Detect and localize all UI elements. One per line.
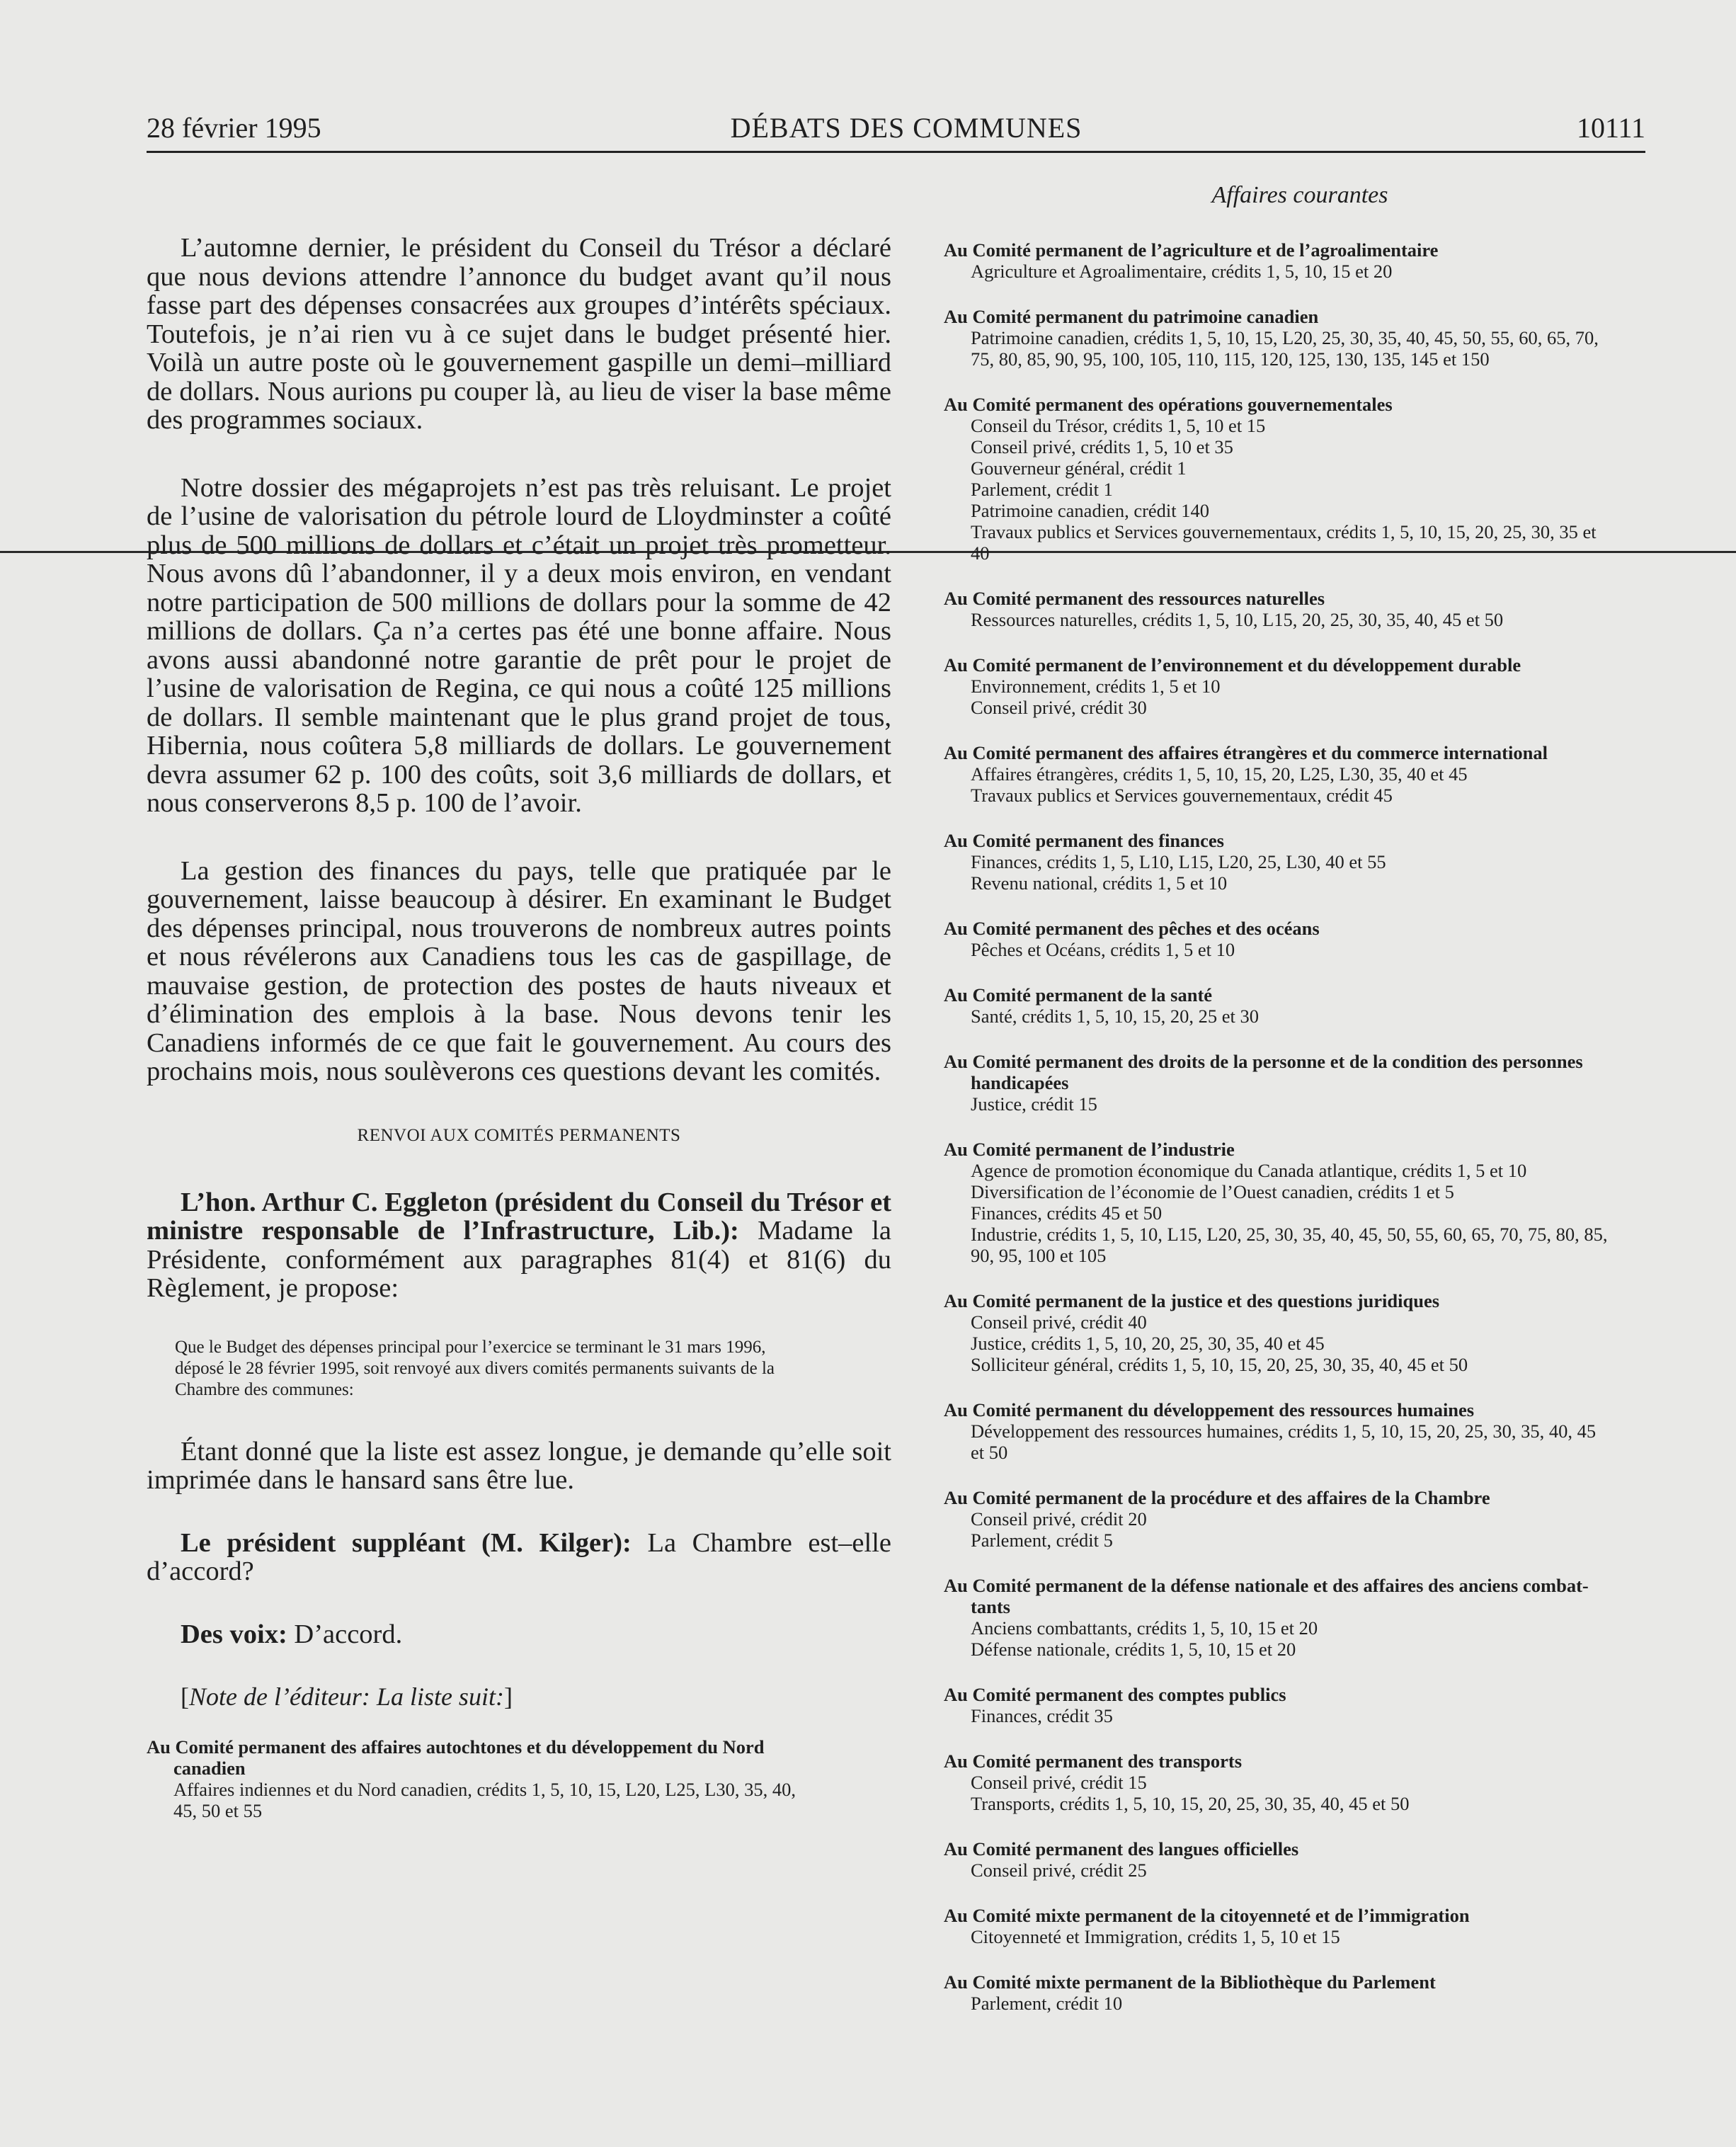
committee-heading: Au Comité permanent de la procédure et des affaires de la Chambre: [944, 1487, 1490, 1508]
committee-item: Conseil privé, crédit 25: [971, 1860, 1147, 1881]
speaker-name: Le président suppléant (M. Kilger):: [181, 1527, 632, 1558]
committee-item: Justice, crédits 1, 5, 10, 20, 25, 30, 35, 40 et 45: [971, 1333, 1325, 1354]
committee-item: Transports, crédits 1, 5, 10, 15, 20, 25, 30, 35, 40, 45 et 50: [971, 1793, 1410, 1814]
committee-item: Patrimoine canadien, crédit 140: [971, 500, 1210, 521]
committee-item: Diversification de l’économie de l’Ouest canadien, crédits 1 et 5: [971, 1181, 1454, 1202]
committee-heading-cont: tants: [971, 1596, 1010, 1617]
committee-item: Patrimoine canadien, crédits 1, 5, 10, 15, L20, 25, 30, 35, 40, 45, 50, 55, 60, 65, 70,: [971, 327, 1599, 348]
header-date: 28 février 1995: [147, 112, 321, 144]
committee-heading: Au Comité permanent des pêches et des océans: [944, 918, 1320, 939]
speech-eggleton: [147, 1188, 891, 1303]
committee-item: Parlement, crédit 5: [971, 1530, 1113, 1551]
committee-item: Finances, crédit 35: [971, 1705, 1113, 1726]
committee-item: Parlement, crédit 10: [971, 1993, 1123, 2014]
paragraph: La gestion des finances du pays, telle que pratiquée par le gouvernement, laisse beaucoup à désirer. En examinant le Budget des dépenses principal, nous trouverons de nombreux autres points et nous révélerons aux Canadiens tous les cas de gaspillage, de mauvaise gestion, de protection des postes de hauts niveaux et d’élimination des emplois à la base. Nous devons tenir les Canadiens informés de ce que fait le gouvernement. Au cours des prochains mois, nous soulèverons ces questions devant les comités.: [147, 855, 891, 1086]
motion-line: déposé le 28 février 1995, soit renvoyé aux divers comités permanents suivants de la: [175, 1358, 775, 1378]
speaker-name: L’hon. Arthur C. Eggleton (président du Conseil du Trésor et ministre responsable de l’Infrastructure, Lib.):: [147, 1187, 891, 1246]
committee-heading: Au Comité permanent des droits de la personne et de la condition des personnes: [944, 1051, 1583, 1072]
committee-item: Agence de promotion économique du Canada atlantique, crédits 1, 5 et 10: [971, 1160, 1527, 1181]
committee-item: Développement des ressources humaines, crédits 1, 5, 10, 15, 20, 25, 30, 35, 40, 45: [971, 1420, 1597, 1442]
committee-heading: Au Comité permanent des finances: [944, 830, 1224, 851]
committee-heading: Au Comité permanent des transports: [944, 1750, 1243, 1772]
committee-heading: Au Comité permanent de l’environnement et du développement durable: [944, 654, 1521, 676]
committee-item: 75, 80, 85, 90, 95, 100, 105, 110, 115, 120, 125, 130, 135, 145 et 150: [971, 348, 1490, 370]
paragraph: L’automne dernier, le président du Conseil du Trésor a déclaré que nous devions attendre l’annonce du budget avant qu’il nous fasse part des dépenses consacrées aux groupes d’intérêts spéciaux. Toutefois, je n’ai rien vu à ce sujet dans le budget présenté hier. Voilà un autre poste où le gouvernement gaspille un demi–milliard de dollars. Nous aurions pu couper là, au lieu de viser la base même des programmes sociaux.: [147, 233, 891, 435]
committee-heading: Au Comité permanent des opérations gouvernementales: [944, 394, 1393, 415]
committee-block: [944, 588, 1656, 630]
committee-item: Justice, crédit 15: [971, 1093, 1097, 1115]
committee-item: et 50: [971, 1442, 1008, 1463]
committee-item: Conseil privé, crédit 40: [971, 1311, 1147, 1333]
right-column: [944, 178, 1656, 2038]
committee-item: Affaires indiennes et du Nord canadien, crédits 1, 5, 10, 15, L20, L25, L30, 35, 40,: [173, 1779, 796, 1800]
committee-heading-cont: handicapées: [971, 1072, 1069, 1093]
committee-item: 40: [971, 542, 990, 564]
committee-block: [944, 1051, 1656, 1115]
committee-block: [944, 1905, 1656, 1947]
speaker-name: Des voix:: [181, 1619, 287, 1649]
committee-heading: Au Comité permanent du développement des ressources humaines: [944, 1399, 1475, 1420]
committee-heading: Au Comité permanent du patrimoine canadien: [944, 306, 1319, 327]
left-column: [147, 234, 891, 1821]
committee-block: [944, 918, 1656, 960]
committee-item: Parlement, crédit 1: [971, 479, 1113, 500]
section-subheading: Affaires courantes: [1211, 182, 1388, 208]
motion-text: [175, 1337, 891, 1401]
committee-list: [944, 239, 1656, 2014]
committee-block: [944, 1971, 1656, 2014]
committee-item: Anciens combattants, crédits 1, 5, 10, 15 et 20: [971, 1617, 1318, 1639]
committee-block: [944, 1684, 1656, 1726]
committee-heading: Au Comité permanent de la santé: [944, 984, 1213, 1006]
committee-block: [944, 394, 1656, 564]
committee-heading: Au Comité mixte permanent de la Bibliothèque du Parlement: [944, 1971, 1436, 1993]
committee-item: 45, 50 et 55: [173, 1800, 263, 1821]
committee-block: [944, 1290, 1656, 1375]
editor-note-text: Note de l’éditeur: La liste suit:: [189, 1682, 504, 1711]
committee-item: Gouverneur général, crédit 1: [971, 457, 1187, 479]
committee-item: Citoyenneté et Immigration, crédits 1, 5, 10 et 15: [971, 1926, 1340, 1947]
committee-item: Finances, crédits 1, 5, L10, L15, L20, 25, L30, 40 et 55: [971, 851, 1386, 872]
committee-heading-cont: canadien: [173, 1758, 246, 1779]
committee-item: Agriculture et Agroalimentaire, crédits 1, 5, 10, 15 et 20: [971, 261, 1393, 282]
committee-block: [944, 1487, 1656, 1551]
committee-heading: Au Comité permanent des ressources naturelles: [944, 588, 1325, 609]
speech-text: D’accord.: [287, 1619, 403, 1649]
committee-heading: Au Comité permanent des comptes publics: [944, 1684, 1286, 1705]
committee-heading: Au Comité permanent de la justice et des questions juridiques: [944, 1290, 1440, 1311]
committee-item: Affaires étrangères, crédits 1, 5, 10, 15, 20, L25, L30, 35, 40 et 45: [971, 763, 1468, 785]
committee-block: [944, 1399, 1656, 1463]
committee-item: Conseil privé, crédit 20: [971, 1508, 1147, 1530]
committee-item: Travaux publics et Services gouvernementaux, crédits 1, 5, 10, 15, 20, 25, 30, 35 et: [971, 521, 1597, 542]
committee-item: Industrie, crédits 1, 5, 10, L15, L20, 25, 30, 35, 40, 45, 50, 55, 60, 65, 70, 75, 80, 85,: [971, 1224, 1608, 1245]
committee-block: [944, 1750, 1656, 1814]
committee-heading: Au Comité permanent des affaires étrangères et du commerce international: [944, 742, 1548, 763]
committee-block: [147, 1736, 891, 1821]
committee-block: [944, 1838, 1656, 1881]
committee-item: Conseil privé, crédit 15: [971, 1772, 1147, 1793]
committee-item: Conseil privé, crédits 1, 5, 10 et 35: [971, 436, 1233, 457]
committee-heading: Au Comité permanent de la défense nationale et des affaires des anciens combat-: [944, 1575, 1589, 1596]
committee-item: Finances, crédits 45 et 50: [971, 1202, 1163, 1224]
committee-block: [944, 654, 1656, 718]
committee-item: Ressources naturelles, crédits 1, 5, 10, L15, 20, 25, 30, 35, 40, 45 et 50: [971, 609, 1504, 630]
speech-kilger: [147, 1529, 891, 1586]
committee-item: Santé, crédits 1, 5, 10, 15, 20, 25 et 30: [971, 1006, 1260, 1027]
committee-item: 90, 95, 100 et 105: [971, 1245, 1107, 1266]
speech-text: La Chambre est–elle d’accord?: [147, 1527, 891, 1586]
committee-heading: Au Comité permanent des affaires autochtones et du développement du Nord: [147, 1736, 765, 1758]
committee-item: Environnement, crédits 1, 5 et 10: [971, 676, 1221, 697]
header-title: DÉBATS DES COMMUNES: [730, 112, 1083, 144]
request-paragraph: Étant donné que la liste est assez longue, je demande qu’elle soit imprimée dans le hansard sans être lue.: [147, 1436, 891, 1495]
committee-heading: Au Comité permanent des langues officielles: [944, 1838, 1299, 1860]
speech-voices: [147, 1620, 891, 1649]
speech-text: Madame la Présidente, conformément aux paragraphes 81(4) et 81(6) du Règlement, je propose:: [147, 1216, 891, 1303]
committee-heading: Au Comité permanent de l’industrie: [944, 1139, 1235, 1160]
committee-item: Solliciteur général, crédits 1, 5, 10, 15, 20, 25, 30, 35, 40, 45 et 50: [971, 1354, 1468, 1375]
committee-block: [944, 306, 1656, 370]
committee-block: [944, 1139, 1656, 1266]
editor-note: [Note de l’éditeur: La liste suit:]: [181, 1682, 513, 1711]
section-heading: RENVOI AUX COMITÉS PERMANENTS: [357, 1125, 681, 1145]
committee-item: Revenu national, crédits 1, 5 et 10: [971, 872, 1228, 894]
committee-item: Défense nationale, crédits 1, 5, 10, 15 et 20: [971, 1639, 1296, 1660]
committee-item: Conseil privé, crédit 30: [971, 697, 1147, 718]
committee-heading: Au Comité mixte permanent de la citoyenneté et de l’immigration: [944, 1905, 1470, 1926]
committee-block: [944, 830, 1656, 894]
committee-block: [944, 984, 1656, 1027]
page-number: 10111: [1576, 112, 1645, 144]
committee-item: Conseil du Trésor, crédits 1, 5, 10 et 15: [971, 415, 1266, 436]
committee-block: [944, 1575, 1656, 1660]
committee-item: Pêches et Océans, crédits 1, 5 et 10: [971, 939, 1235, 960]
committee-item: Travaux publics et Services gouvernementaux, crédit 45: [971, 785, 1393, 806]
committee-heading: Au Comité permanent de l’agriculture et de l’agroalimentaire: [944, 239, 1439, 261]
committee-block: [944, 742, 1656, 806]
committee-block: [944, 239, 1656, 282]
paragraph: Notre dossier des mégaprojets n’est pas très reluisant. Le projet de l’usine de valorisation du pétrole lourd de Lloydminster a coûté plus de 500 millions de dollars et c’était un projet très prometteur. Nous avons dû l’abandonner, il y a deux mois environ, en vendant notre participation de 500 millions de dollars pour la somme de 42 millions de dollars. Ça n’a certes pas été une bonne affaire. Nous avons aussi abandonné notre garantie de prêt pour le projet de l’usine de valorisation de Regina, ce qui nous a coûté 125 millions de dollars. Il semble maintenant que le plus grand projet de tous, Hibernia, nous coûtera 5,8 milliards de dollars. Le gouvernement devra assumer 62 p. 100 des coûts, soit 3,6 milliards de dollars, et nous conserverons 8,5 p. 100 de l’avoir.: [147, 472, 891, 818]
motion-line: Chambre des communes:: [175, 1379, 354, 1399]
motion-line: Que le Budget des dépenses principal pour l’exercice se terminant le 31 mars 1996,: [175, 1337, 766, 1357]
header-rule: [147, 151, 1645, 153]
